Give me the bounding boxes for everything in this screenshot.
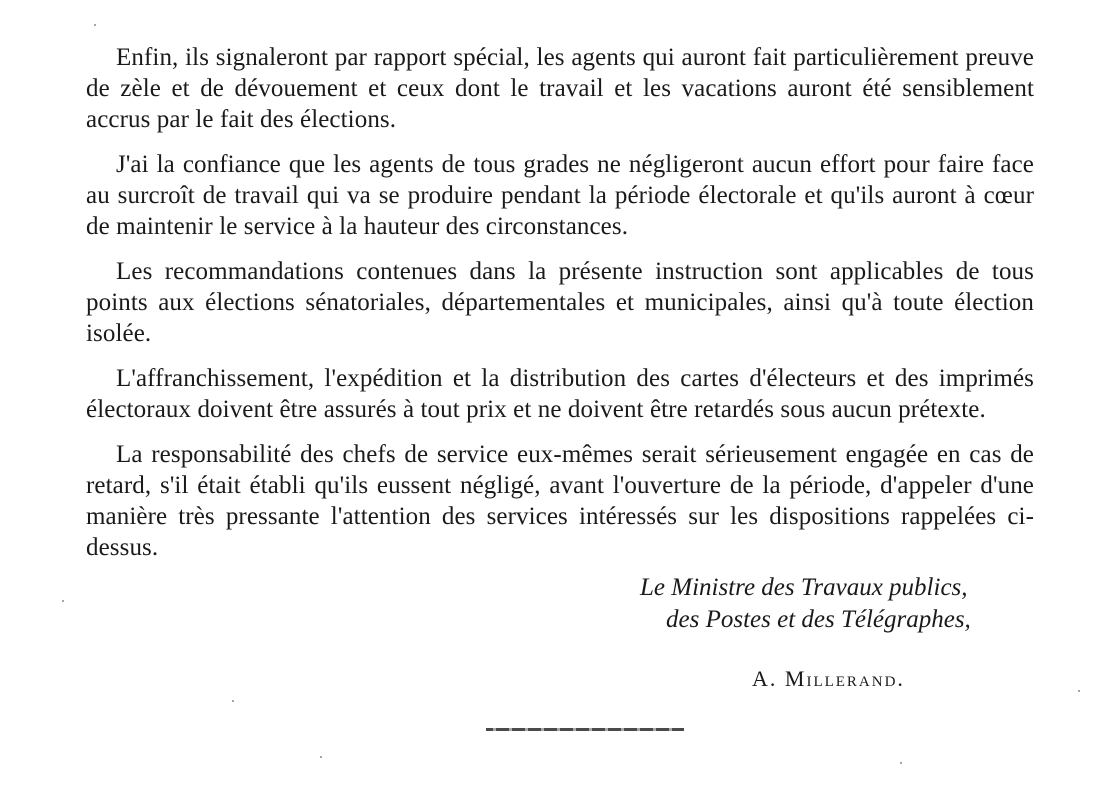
print-speck bbox=[62, 600, 64, 602]
print-speck bbox=[900, 762, 902, 764]
signature-title-line-2: des Postes et des Télégraphes, bbox=[666, 606, 971, 633]
paragraph-responsibility: La responsabilité des chefs de service eux-mêmes serait sérieusement engagée en cas de retard, s'il était établi qu'ils eussent négligé, avant l'ouverture de la période, d'appeler d'une manière très pressante l'attention des services intéressés sur les dispositions rappelées ci-dessus. bbox=[86, 441, 1034, 561]
print-speck bbox=[320, 756, 322, 758]
signature-title-line-1: Le Ministre des Travaux publics, bbox=[640, 574, 968, 601]
paragraph-report-agents: Enfin, ils signaleront par rapport spécial, les agents qui auront fait particulièrement preuve de zèle et de dévouement et ceux dont le travail et les vacations auront été sensiblement accrus par le fait des élections. bbox=[86, 44, 1034, 133]
print-speck bbox=[94, 24, 96, 26]
closing-rule bbox=[486, 728, 684, 731]
print-speck bbox=[1078, 690, 1080, 692]
paragraph-confidence: J'ai la confiance que les agents de tous grades ne négligeront aucun effort pour faire face au surcroît de travail qui va se produire pendant la période électorale et qu'ils auront à cœur de maintenir le service à la hauteur des circonstances. bbox=[86, 151, 1034, 240]
print-speck bbox=[232, 700, 234, 702]
paragraph-recommendations: Les recommandations contenues dans la présente instruction sont applicables de tous points aux élections sénatoriales, départementales et municipales, ainsi qu'à toute élection isolée. bbox=[86, 258, 1034, 347]
paragraph-franking: L'affranchissement, l'expédition et la distribution des cartes d'électeurs et des imprimés électoraux doivent être assurés à tout prix et ne doivent être retardés sous aucun prétexte. bbox=[86, 365, 1034, 423]
signature-block bbox=[600, 572, 1060, 692]
document-body bbox=[86, 42, 1034, 577]
signatory-name: A. Millerand. bbox=[752, 666, 905, 691]
